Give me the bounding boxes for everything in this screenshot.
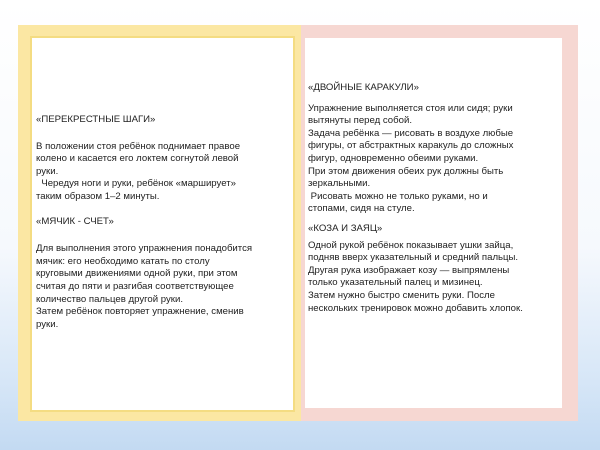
text-line: При этом движения обеих рук должны быть <box>308 165 504 177</box>
text-line: В положении стоя ребёнок поднимает правое <box>36 140 241 152</box>
text-line: фигур, одновременно обеими руками. <box>308 152 479 164</box>
double-doodles-text <box>308 103 560 216</box>
text-line: Затем нужно быстро сменить руки. После <box>308 289 495 301</box>
text-line: считая до пяти и разгибая соответствующее <box>36 280 234 292</box>
text-line: Одной рукой ребёнок показывает ушки зайца, <box>308 239 514 251</box>
text-line: руки. <box>36 165 59 177</box>
text-line: колено и касается его локтем согнутой левой <box>36 153 239 165</box>
text-line: круговыми движениями одной руки, при этом <box>36 268 238 280</box>
text-line: Упражнение выполняется стоя или сидя; руки <box>308 102 513 114</box>
goat-and-hare-title: «КОЗА И ЗАЯЦ» <box>308 222 383 234</box>
text-line: руки. <box>36 318 59 330</box>
text-line: Другая рука изображает козу — выпрямлены <box>308 264 510 276</box>
cross-steps-title: «ПЕРЕКРЕСТНЫЕ ШАГИ» <box>36 114 156 125</box>
text-line: Затем ребёнок повторяет упражнение, сменив <box>36 306 244 318</box>
left-card-content <box>36 114 291 331</box>
text-line: мячик: его необходимо катать по столу <box>36 255 210 267</box>
text-line: Чередуя ноги и руки, ребёнок «марширует» <box>36 178 236 190</box>
cross-steps-text <box>36 141 291 204</box>
text-line: нескольких тренировок можно добавить хлопок. <box>308 302 523 314</box>
right-card-content <box>308 82 560 315</box>
text-line: вытянуты перед собой. <box>308 115 412 127</box>
text-line: только указательный палец и мизинец. <box>308 277 483 289</box>
ball-count-text <box>36 243 291 331</box>
goat-and-hare-text <box>308 240 560 316</box>
text-line: количество пальцев другой руки. <box>36 293 184 305</box>
text-line: Задача ребёнка — рисовать в воздухе любые <box>308 127 514 139</box>
text-line: зеркальными. <box>308 178 371 190</box>
text-line: Рисовать можно не только руками, но и <box>308 190 488 202</box>
text-line: таким образом 1–2 минуты. <box>36 190 160 202</box>
text-line: стопами, сидя на стуле. <box>308 203 415 215</box>
text-line: фигуры, от абстрактных каракуль до сложных <box>308 140 514 152</box>
double-doodles-title: «ДВОЙНЫЕ КАРАКУЛИ» <box>308 82 419 93</box>
ball-count-title: «МЯЧИК - СЧЕТ» <box>36 215 114 227</box>
text-line: подняв вверх указательный и средний пальцы. <box>308 252 519 264</box>
text-line: Для выполнения этого упражнения понадобится <box>36 243 253 255</box>
